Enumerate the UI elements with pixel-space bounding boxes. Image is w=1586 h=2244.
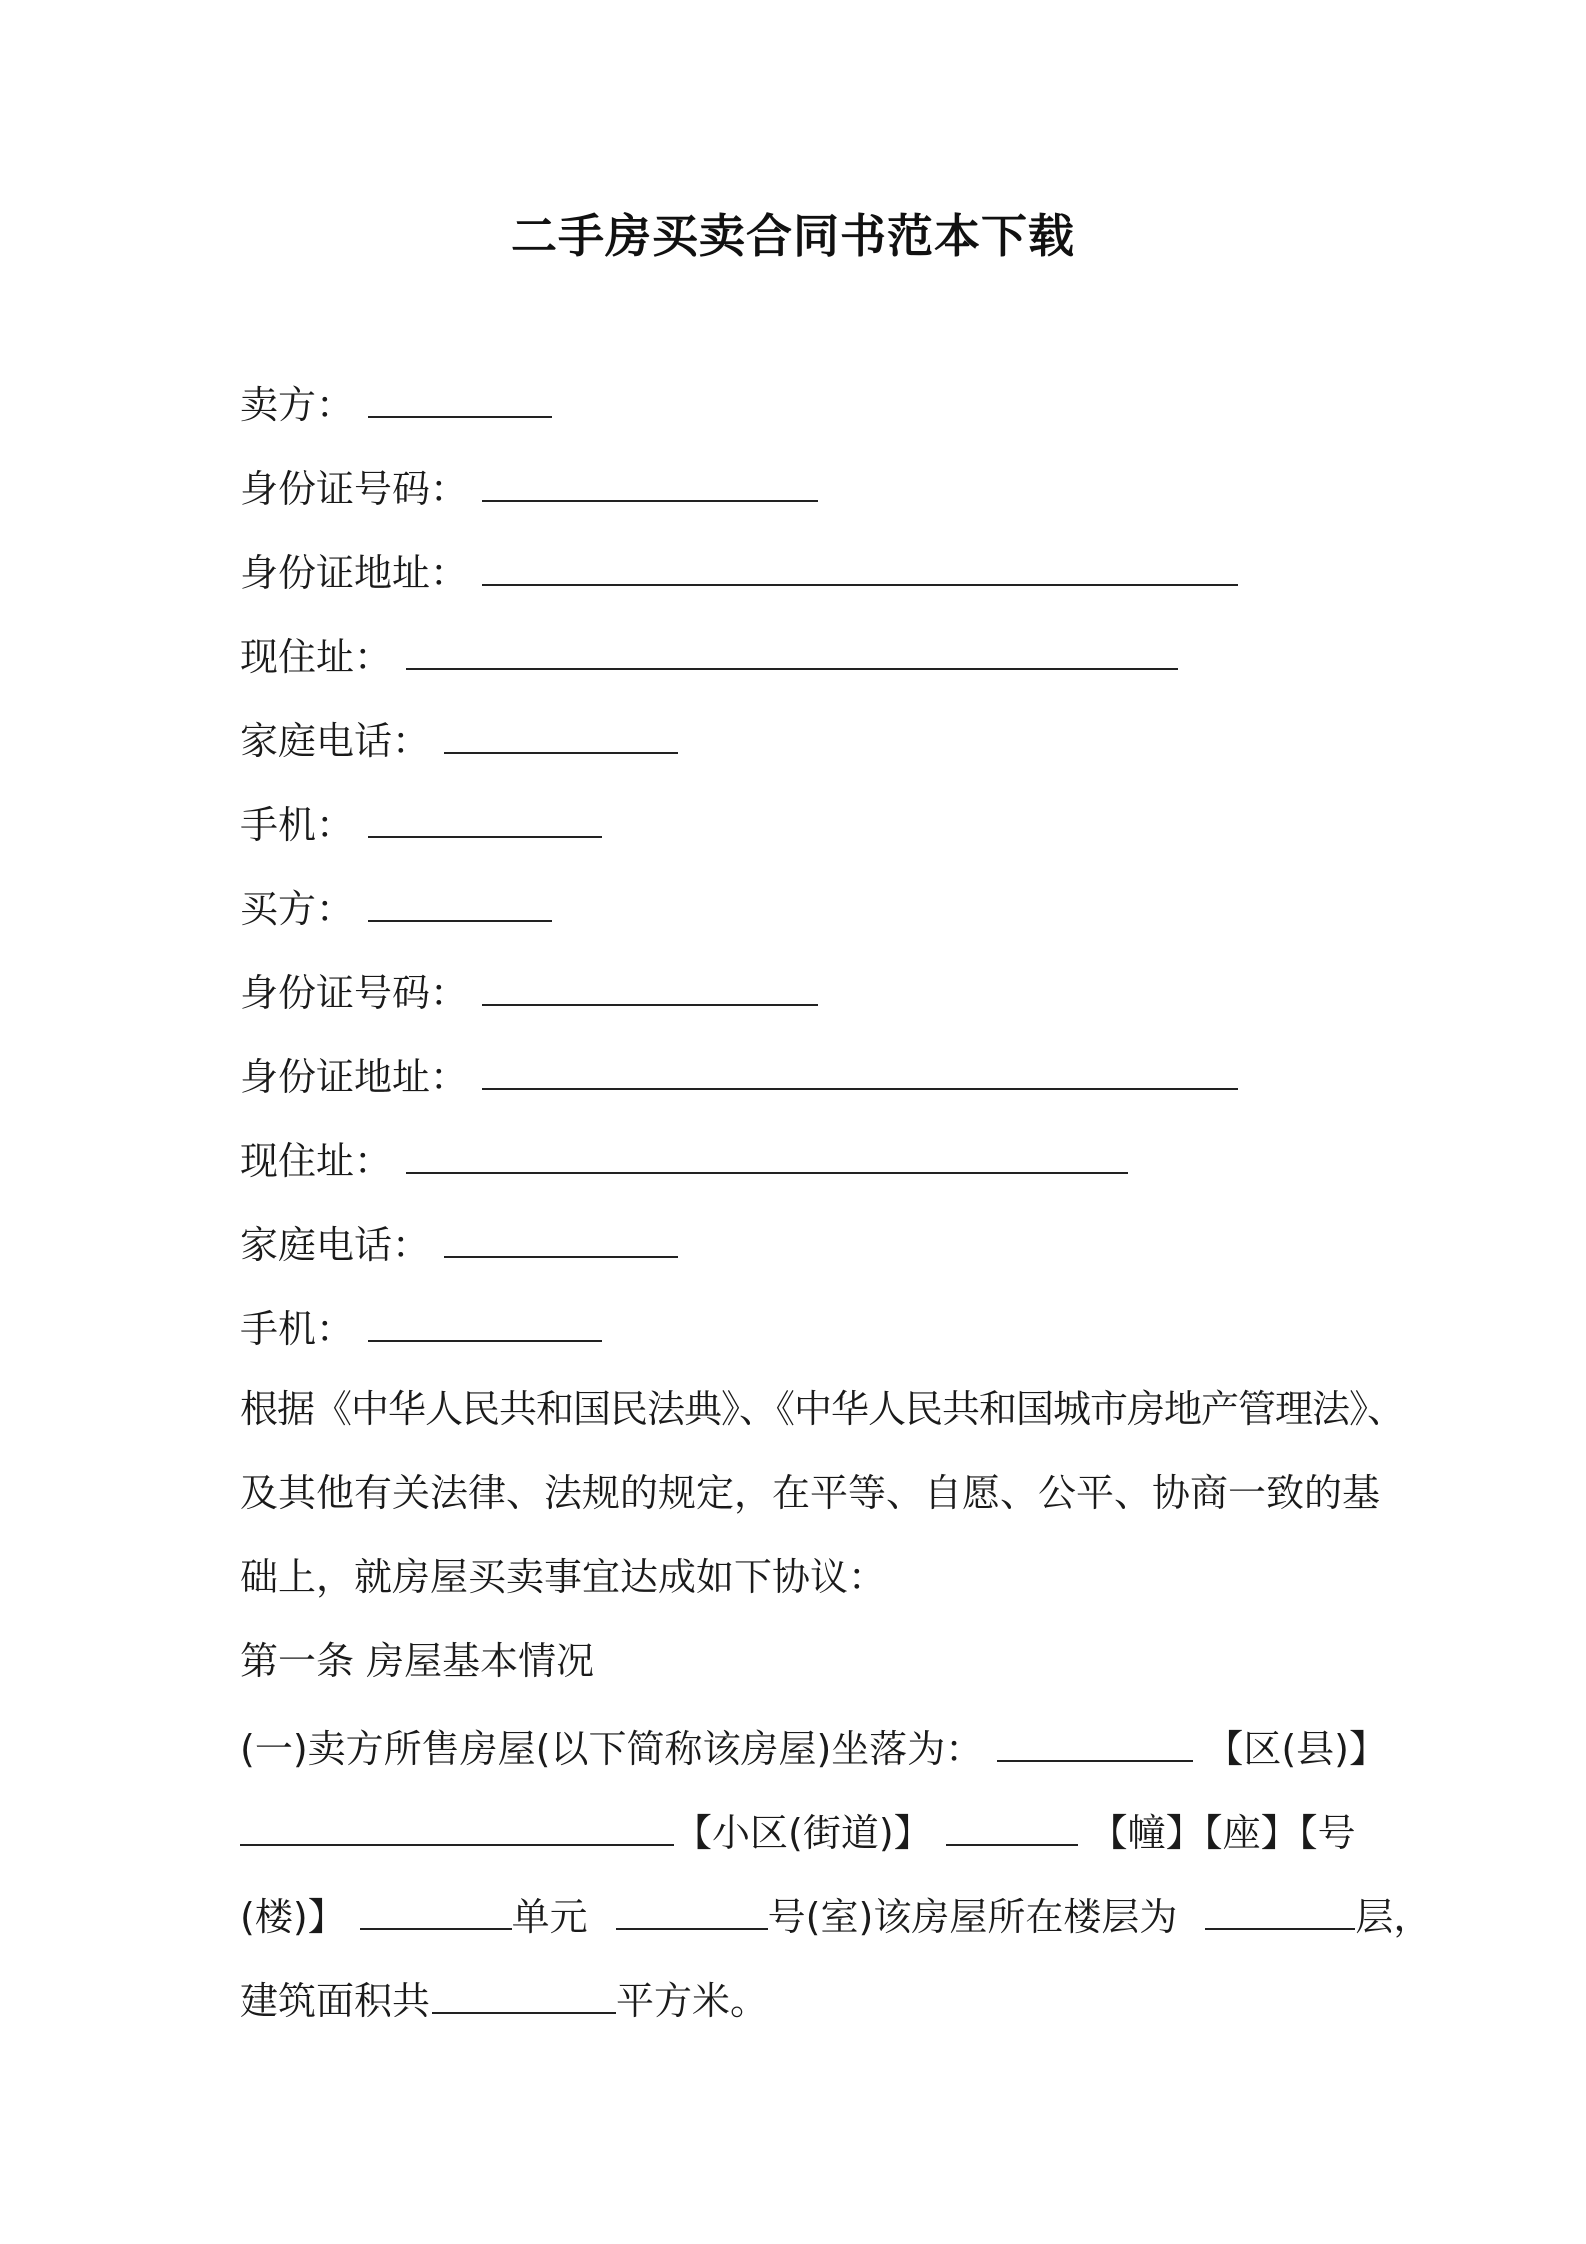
seller-name-row <box>240 376 552 430</box>
floor-text: 层， <box>1355 1895 1432 1939</box>
seller-home-phone-label: 家庭电话： <box>240 719 431 763</box>
buyer-name-row <box>240 880 552 934</box>
document-title: 二手房买卖合同书范本下载 <box>511 209 1075 263</box>
seller-name-blank[interactable] <box>368 376 552 418</box>
community-street-text: 【小区(街道)】 <box>674 1811 932 1855</box>
buyer-current-address-blank[interactable] <box>406 1132 1128 1174</box>
building-end-text: (楼)】 <box>240 1895 346 1939</box>
room-floor-text: 号(室)该房屋所在楼层为 <box>767 1895 1178 1939</box>
area-prefix-text: 建筑面积共 <box>240 1979 431 2023</box>
seller-current-address-label: 现住址： <box>240 635 393 679</box>
preamble-line-1: 根据《中华人民共和国民法典》、《中华人民共和国城市房地产管理法》、 <box>240 1387 1405 1431</box>
seller-mobile-blank[interactable] <box>368 796 602 838</box>
floor-blank[interactable] <box>1205 1888 1355 1930</box>
seller-current-address-blank[interactable] <box>406 628 1178 670</box>
unit-blank[interactable] <box>360 1888 512 1930</box>
buyer-mobile-row <box>240 1300 602 1354</box>
preamble-line-3: 础上，就房屋买卖事宜达成如下协议： <box>240 1555 887 1599</box>
buyer-home-phone-label: 家庭电话： <box>240 1223 431 1267</box>
buyer-id-number-blank[interactable] <box>482 964 818 1006</box>
seller-home-phone-row <box>240 712 678 766</box>
buyer-current-address-row <box>240 1132 1128 1186</box>
buyer-mobile-label: 手机： <box>240 1307 355 1351</box>
seller-id-address-label: 身份证地址： <box>240 551 469 595</box>
buyer-home-phone-blank[interactable] <box>444 1216 678 1258</box>
seller-id-address-blank[interactable] <box>482 544 1238 586</box>
article-1-line-3 <box>240 1888 1431 1942</box>
preamble-line-2: 及其他有关法律、法规的规定，在平等、自愿、公平、协商一致的基 <box>240 1471 1381 1515</box>
seller-id-number-label: 身份证号码： <box>240 467 469 511</box>
seller-label: 卖方： <box>240 383 355 427</box>
area-suffix-text: 平方米。 <box>616 1979 769 2023</box>
buyer-id-number-label: 身份证号码： <box>240 971 469 1015</box>
room-blank[interactable] <box>616 1888 768 1930</box>
buyer-mobile-blank[interactable] <box>368 1300 602 1342</box>
buyer-current-address-label: 现住址： <box>240 1139 393 1183</box>
buyer-id-address-blank[interactable] <box>482 1048 1238 1090</box>
seller-current-address-row <box>240 628 1178 682</box>
buyer-name-blank[interactable] <box>368 880 552 922</box>
buyer-home-phone-row <box>240 1216 678 1270</box>
district-county-text: 【区(县)】 <box>1205 1727 1387 1771</box>
unit-text: 单元 <box>511 1895 588 1939</box>
buyer-label: 买方： <box>240 887 355 931</box>
seller-id-number-blank[interactable] <box>482 460 818 502</box>
seller-id-address-row <box>240 544 1238 598</box>
area-blank[interactable] <box>432 1972 616 2014</box>
seller-id-number-row <box>240 460 818 514</box>
article-1-heading: 第一条 房屋基本情况 <box>240 1639 595 1683</box>
buyer-id-address-row <box>240 1048 1238 1102</box>
building-blank[interactable] <box>946 1804 1078 1846</box>
district-blank[interactable] <box>997 1720 1193 1762</box>
article-1-line-1 <box>240 1720 1387 1774</box>
buyer-id-number-row <box>240 964 818 1018</box>
building-text: 【幢】【座】【号 <box>1089 1811 1356 1855</box>
seller-mobile-row <box>240 796 602 850</box>
community-blank[interactable] <box>240 1804 674 1846</box>
location-prefix-text: (一)卖方所售房屋(以下简称该房屋)坐落为： <box>240 1727 984 1771</box>
article-1-line-4 <box>240 1972 768 2026</box>
article-1-line-2 <box>240 1804 1356 1858</box>
seller-home-phone-blank[interactable] <box>444 712 678 754</box>
seller-mobile-label: 手机： <box>240 803 355 847</box>
buyer-id-address-label: 身份证地址： <box>240 1055 469 1099</box>
